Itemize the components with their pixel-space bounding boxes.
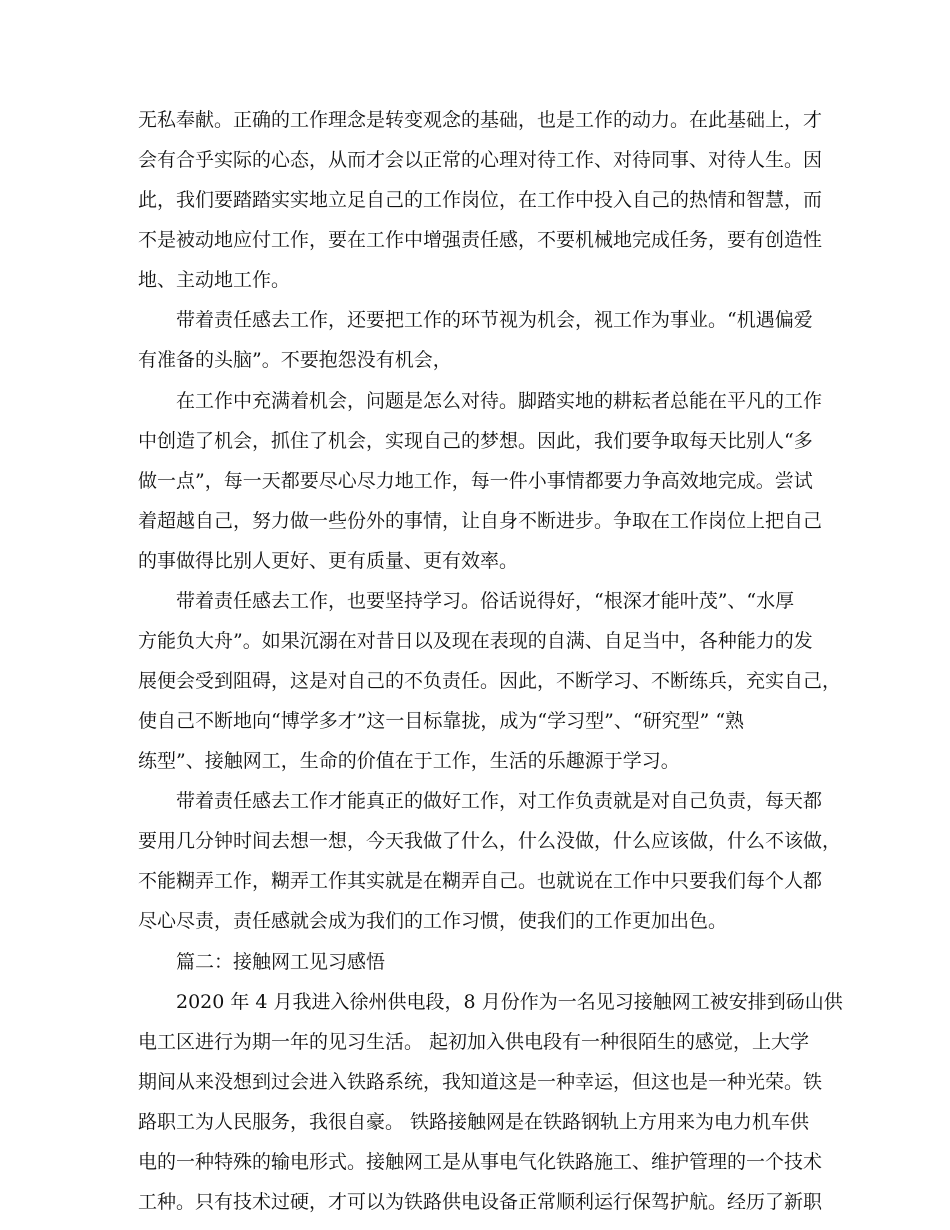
text-line: 要用几分钟时间去想一想，今天我做了什么，什么没做，什么应该做，什么不该做， [138, 830, 842, 852]
paragraph-first-line: 带着责任感去工作，还要把工作的环节视为机会，视工作为事业。“机遇偏爱 [176, 309, 813, 331]
text-line: 做一点”，每一天都要尽心尽力地工作，每一件小事情都要力争高效地完成。尝试 [138, 470, 813, 492]
text-line: 有准备的头脑”。不要抱怨没有机会， [138, 349, 452, 371]
text-line: 使自己不断地向“博学多才”这一目标靠拢，成为“学习型”、“研究型” “熟 [138, 710, 745, 732]
text-line: 无私奉献。正确的工作理念是转变观念的基础，也是工作的动力。在此基础上，才 [138, 109, 823, 131]
text-line: 地、主动地工作。 [138, 269, 291, 291]
text-line: 展便会受到阻碍，这是对自己的不负责任。因此，不断学习、不断练兵，充实自己， [138, 670, 842, 692]
text-line: 不是被动地应付工作，要在工作中增强责任感，不要机械地完成任务，要有创造性 [138, 229, 823, 251]
text-line: 工种。只有技术过硬，才可以为铁路供电设备正常顺利运行保驾护航。经历了新职 [138, 1191, 823, 1213]
text-line: 中创造了机会，抓住了机会，实现自己的梦想。因此，我们要争取每天比别人“多 [138, 430, 813, 452]
paragraph-first-line: 带着责任感去工作，也要坚持学习。俗话说得好，“根深才能叶茂”、“水厚 [176, 590, 795, 612]
text-line: 的事做得比别人更好、更有质量、更有效率。 [138, 550, 519, 572]
text-line: 不能糊弄工作，糊弄工作其实就是在糊弄自己。也就说在工作中只要我们每个人都 [138, 870, 823, 892]
text-line: 练型”、接触网工，生命的价值在于工作，生活的乐趣源于学习。 [138, 750, 680, 772]
paragraph-first-line: 2020 年 4 月我进入徐州供电段，8 月份作为一名见习接触网工被安排到砀山供 [176, 991, 843, 1013]
text-line: 此，我们要踏踏实实地立足自己的工作岗位，在工作中投入自己的热情和智慧，而 [138, 189, 823, 211]
text-line: 会有合乎实际的心态，从而才会以正常的心理对待工作、对待同事、对待人生。因 [138, 149, 823, 171]
text-line: 电的一种特殊的输电形式。接触网工是从事电气化铁路施工、维护管理的一个技术 [138, 1151, 823, 1173]
paragraph-first-line: 在工作中充满着机会，问题是怎么对待。脚踏实地的耕耘者总能在平凡的工作 [176, 390, 823, 412]
text-line: 尽心尽责，责任感就会成为我们的工作习惯，使我们的工作更加出色。 [138, 910, 728, 932]
text-line: 着超越自己，努力做一些份外的事情，让自身不断进步。争取在工作岗位上把自己 [138, 510, 823, 532]
text-line: 期间从来没想到过会进入铁路系统，我知道这是一种幸运，但这也是一种光荣。铁 [138, 1071, 823, 1093]
text-line: 方能负大舟”。如果沉溺在对昔日以及现在表现的自满、自足当中，各种能力的发 [138, 630, 813, 652]
text-line: 电工区进行为期一年的见习生活。 起初加入供电段有一种很陌生的感觉，上大学 [138, 1031, 810, 1053]
paragraph-first-line: 带着责任感去工作才能真正的做好工作，对工作负责就是对自己负责，每天都 [176, 790, 823, 812]
section-heading: 篇二：接触网工见习感悟 [176, 951, 386, 973]
text-line: 路职工为人民服务，我很自豪。 铁路接触网是在铁路钢轨上方用来为电力机车供 [138, 1111, 810, 1133]
